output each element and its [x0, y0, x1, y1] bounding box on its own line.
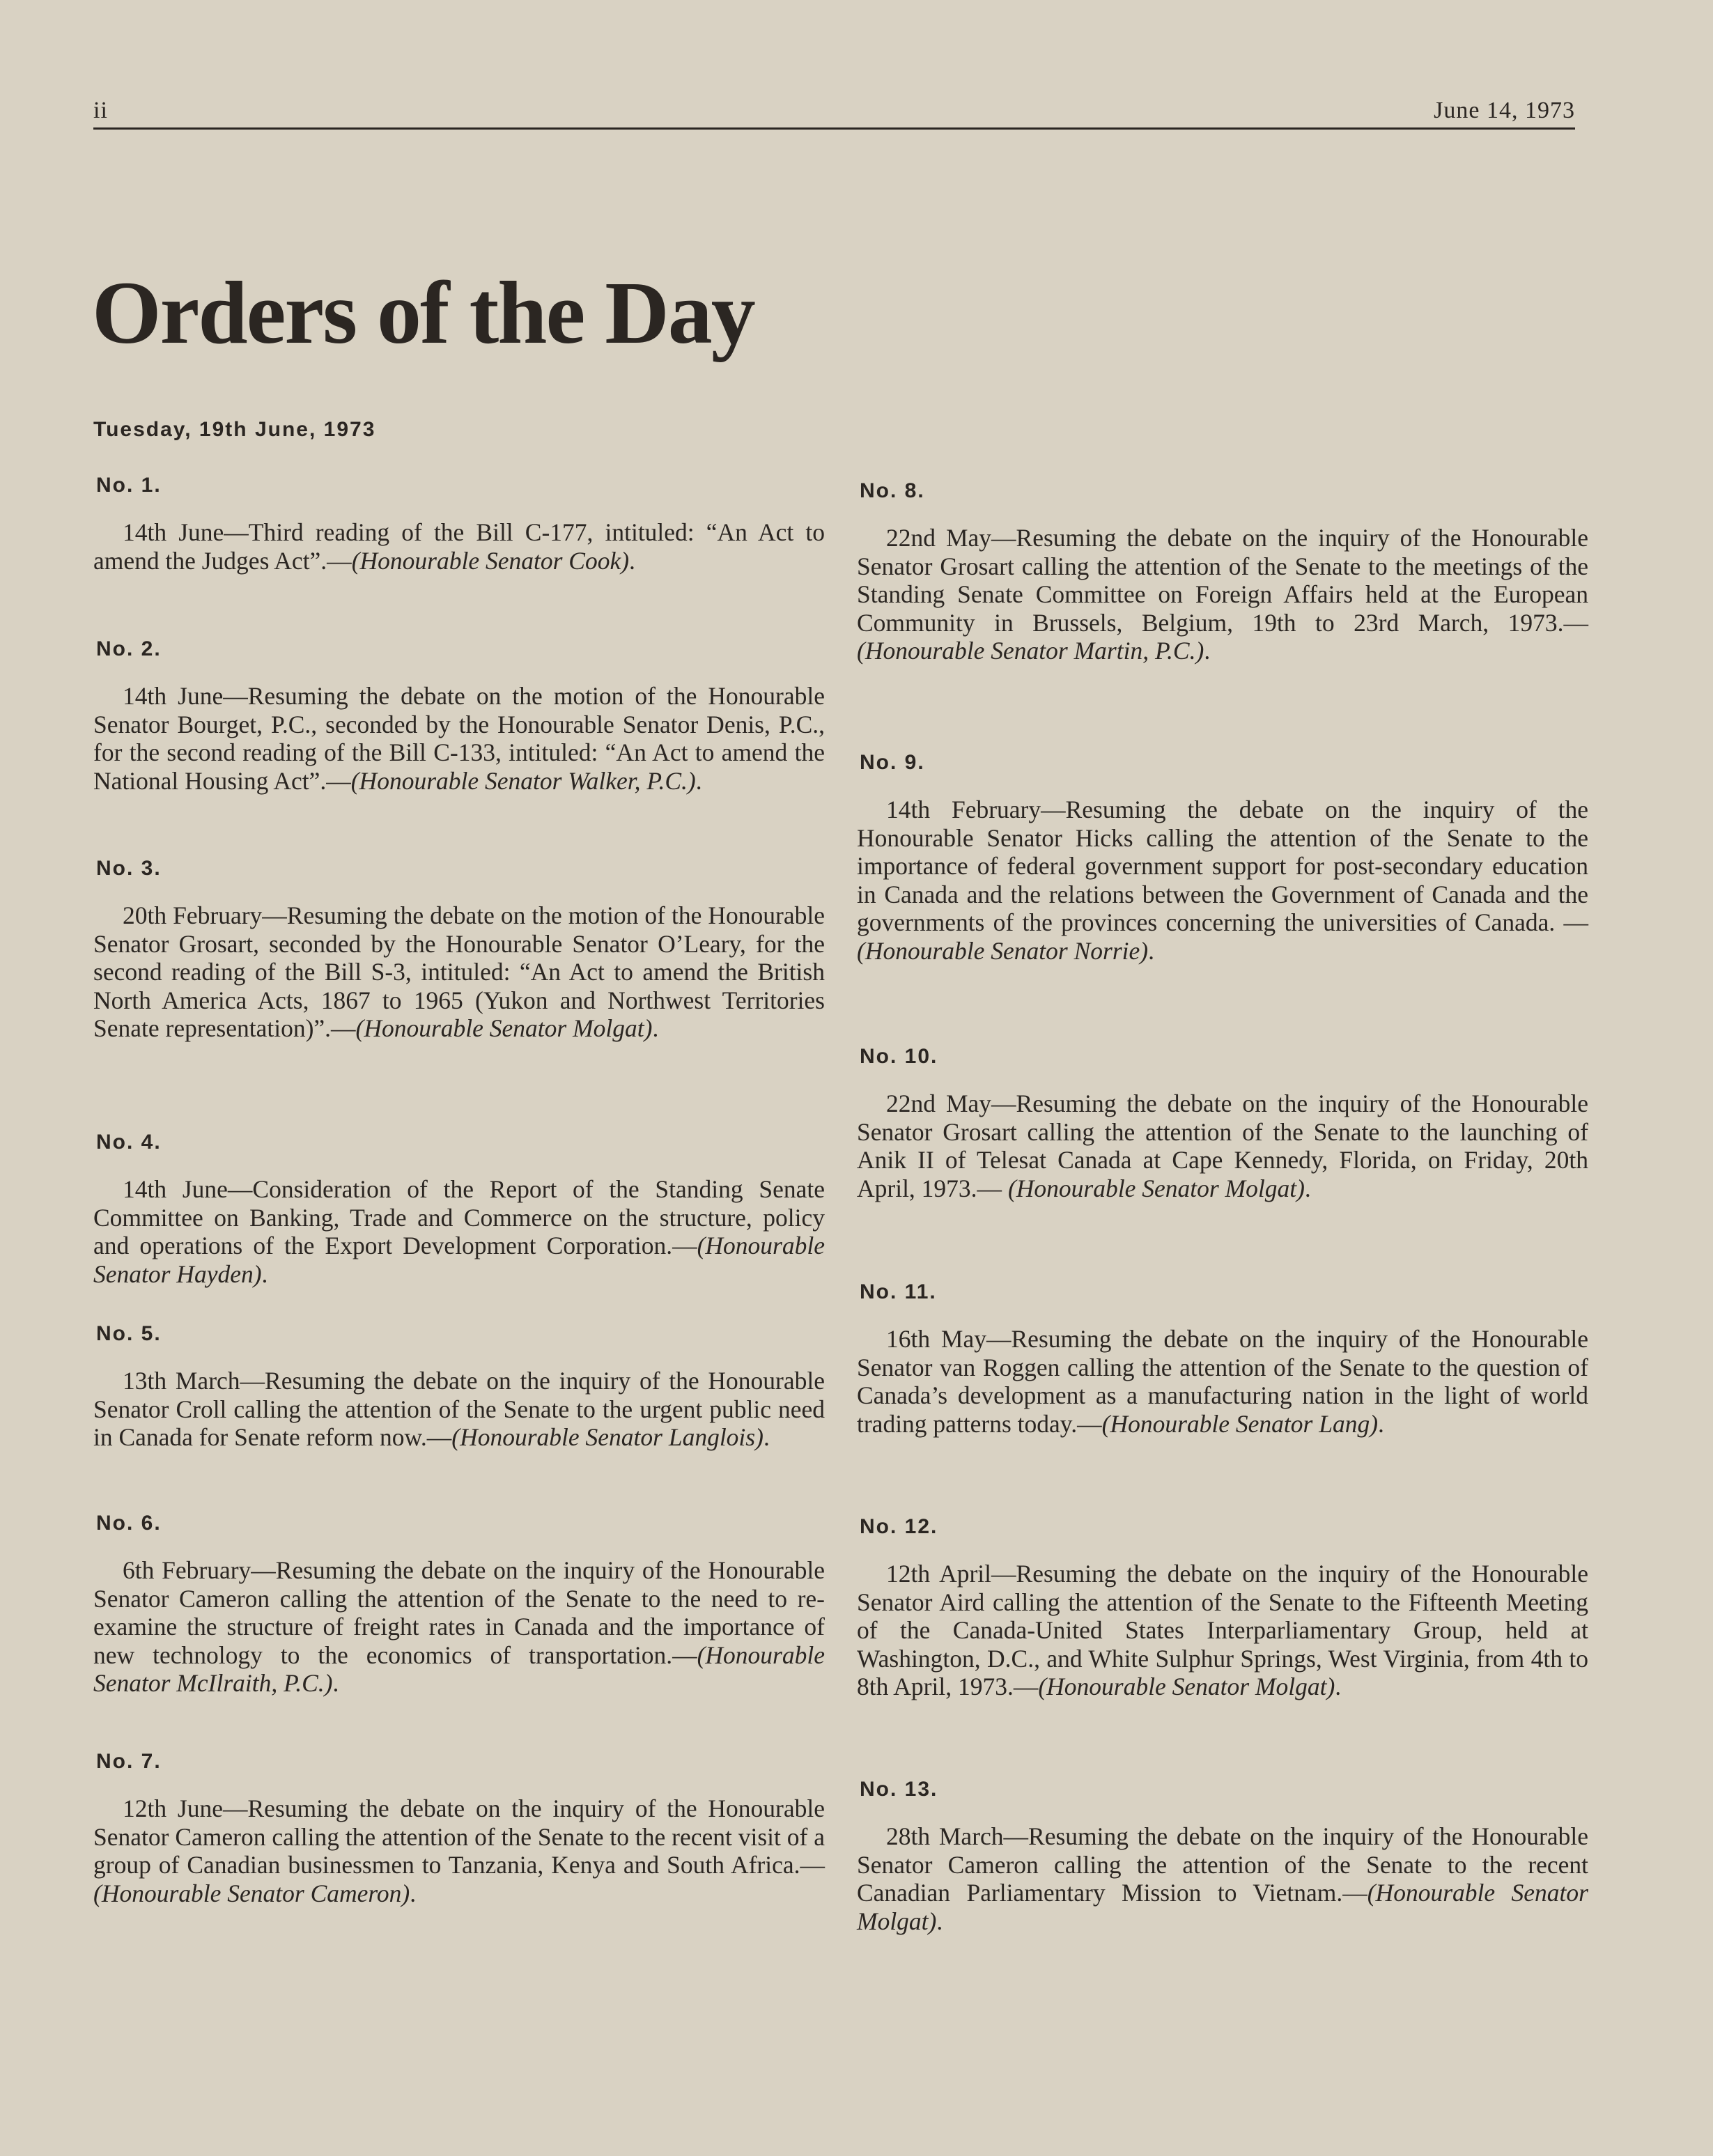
item-text: 22nd May—Resuming the debate on the inquiry of the Honourable Senator Grosart calling the attention of the Senate to the launching of Anik II of Telesat Canada at Cape Kennedy, Florida, on Friday, 20th April, 1973.— (Honourable Senator Molgat). — [857, 1089, 1588, 1202]
item-number: No. 10. — [860, 1045, 938, 1068]
order-item-7 — [93, 1750, 825, 1907]
page-date: June 14, 1973 — [1434, 98, 1575, 123]
item-number: No. 8. — [860, 479, 925, 502]
item-text: 13th March—Resuming the debate on the inquiry of the Honourable Senator Croll calling the attention of the Senate to the urgent public need in Canada for Senate reform now.—(Honourable Senator Langlois). — [93, 1367, 825, 1451]
item-text: 14th June—Resuming the debate on the motion of the Honourable Senator Bourget, P.C., seconded by the Honourable Senator Denis, P.C., for the second reading of the Bill C-133, intituled: “An Act to amend the National Housing Act”.—(Honourable Senator Walker, P.C.). — [93, 682, 825, 795]
order-item-1 — [93, 474, 825, 575]
item-text: 14th February—Resuming the debate on the inquiry of the Honourable Senator Hicks calling the attention of the Senate to the importance of federal government support for post-secondary education in Canada and the relations between the Government of Canada and the governments of the provinces concerning the universities of Canada. —(Honourable Senator Norrie). — [857, 796, 1588, 965]
order-item-12 — [857, 1515, 1588, 1701]
item-text: 16th May—Resuming the debate on the inquiry of the Honourable Senator van Roggen calling the attention of the Senate to the question of Canada’s development as a manufacturing nation in the light of world trading patterns today.—(Honourable Senator Lang). — [857, 1325, 1588, 1438]
item-number: No. 9. — [860, 751, 925, 774]
item-number: No. 5. — [96, 1322, 162, 1345]
order-item-4 — [93, 1131, 825, 1288]
order-item-5 — [93, 1322, 825, 1452]
order-item-13 — [857, 1778, 1588, 1935]
item-text: 28th March—Resuming the debate on the inquiry of the Honourable Senator Cameron calling the attention of the Senate to the recent Canadian Parliamentary Mission to Vietnam.—(Honourable Senator Molgat). — [857, 1822, 1588, 1935]
item-text: 22nd May—Resuming the debate on the inquiry of the Honourable Senator Grosart calling the attention of the Senate to the meetings of the Standing Senate Committee on Foreign Affairs held at the European Community in Brussels, Belgium, 19th to 23rd March, 1973.—(Honourable Senator Martin, P.C.). — [857, 524, 1588, 665]
item-number: No. 6. — [96, 1512, 162, 1535]
item-text: 20th February—Resuming the debate on the motion of the Honourable Senator Grosart, seconded by the Honourable Senator O’Leary, for the second reading of the Bill S-3, intituled: “An Act to amend the British North America Acts, 1867 to 1965 (Yukon and Northwest Territories Senate representation)”.—(Honourable Senator Molgat). — [93, 901, 825, 1042]
page-number: ii — [93, 98, 108, 123]
item-text: 12th April—Resuming the debate on the inquiry of the Honourable Senator Aird calling the attention of the Senate to the Fifteenth Meeting of the Canada-United States Interparliamentary Group, held at Washington, D.C., and White Sulphur Springs, West Virginia, from 4th to 8th April, 1973.—(Honourable Senator Molgat). — [857, 1560, 1588, 1700]
item-text: 14th June—Consideration of the Report of the Standing Senate Committee on Banking, Trade and Commerce on the structure, policy and operations of the Export Development Corporation.—(Honourable Senator Hayden). — [93, 1175, 825, 1288]
item-number: No. 4. — [96, 1131, 162, 1154]
order-item-11 — [857, 1280, 1588, 1438]
item-number: No. 2. — [96, 637, 162, 660]
sitting-date: Tuesday, 19th June, 1973 — [93, 418, 376, 441]
order-item-6 — [93, 1512, 825, 1698]
item-number: No. 7. — [96, 1750, 162, 1773]
order-item-10 — [857, 1045, 1588, 1202]
item-number: No. 13. — [860, 1778, 938, 1801]
order-item-3 — [93, 857, 825, 1043]
item-number: No. 3. — [96, 857, 162, 880]
item-text: 12th June—Resuming the debate on the inquiry of the Honourable Senator Cameron calling the attention of the Senate to the recent visit of a group of Canadian businessmen to Tanzania, Kenya and South Africa.—(Honourable Senator Cameron). — [93, 1794, 825, 1907]
order-item-2 — [93, 637, 825, 795]
order-item-8 — [857, 479, 1588, 665]
header-rule — [93, 127, 1575, 130]
item-number: No. 12. — [860, 1515, 938, 1538]
item-number: No. 1. — [96, 474, 162, 497]
item-text: 6th February—Resuming the debate on the inquiry of the Honourable Senator Cameron calling the attention of the Senate to the need to re-examine the structure of freight rates in Canada and the importance of new technology to the economics of transportation.—(Honourable Senator McIlraith, P.C.). — [93, 1556, 825, 1697]
order-item-9 — [857, 751, 1588, 965]
page-title: Orders of the Day — [92, 263, 754, 362]
item-text: 14th June—Third reading of the Bill C-177, intituled: “An Act to amend the Judges Act”.—(Honourable Senator Cook). — [93, 518, 825, 575]
item-number: No. 11. — [860, 1280, 937, 1303]
